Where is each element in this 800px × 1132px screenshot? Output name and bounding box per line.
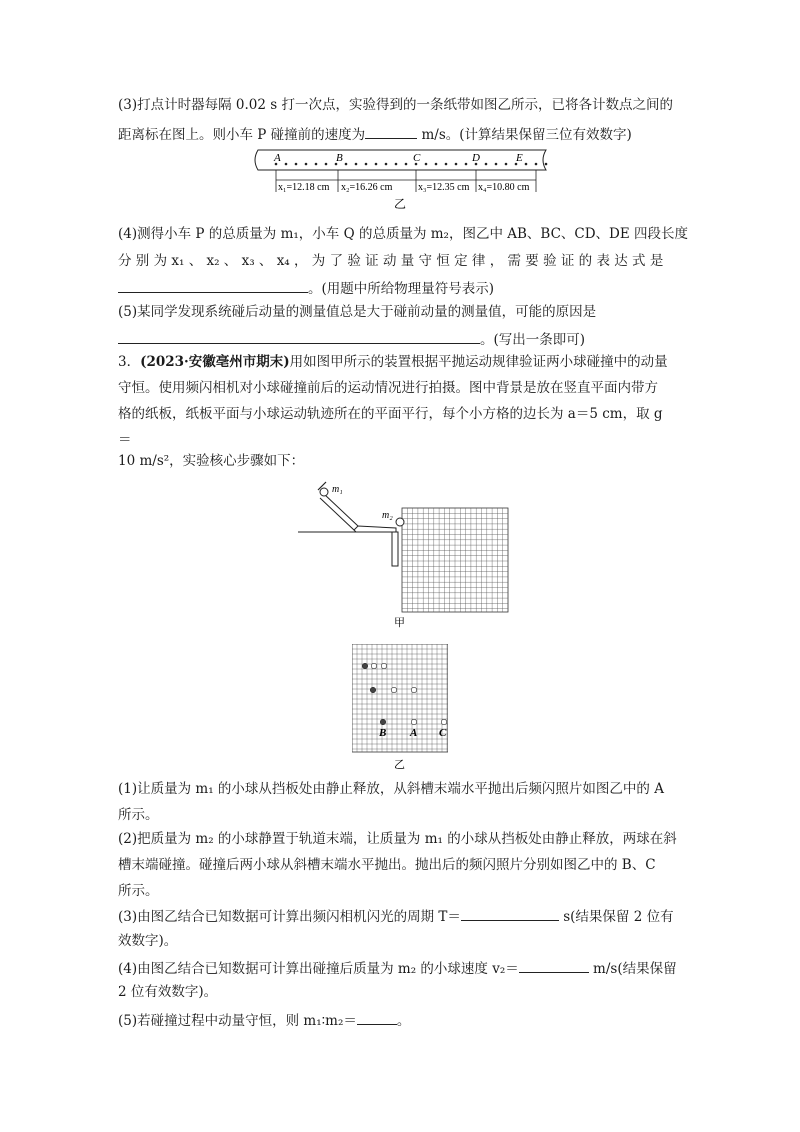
q3-intro-line4: ＝ [118,432,132,448]
q3-step4-line1 [118,958,677,978]
q3-intro-rest: 用如图甲所示的装置根据平抛运动规律验证两小球碰撞中的动量 [289,354,668,370]
strobe-grid-figure [352,644,448,770]
tape-label-a: A [274,152,281,164]
tape-label-b: B [336,152,343,164]
tape-dot [495,163,498,166]
ball-m2 [396,518,404,526]
tape-caption: 乙 [394,197,407,211]
q3-step4-line2: 2 位有效数字)。 [118,984,218,1000]
q3-step4-text-a: (4)由图乙结合已知数据可计算出碰撞后质量为 m₂ 的小球速度 v₂＝ [118,961,519,977]
tape-dot [535,163,538,166]
tape-label-c: C [413,152,421,164]
q2-part3-answer-blank[interactable] [365,124,417,139]
q3-step4-answer-blank[interactable] [519,958,589,973]
tape-dot [425,163,428,166]
label-m2: m₂ [382,510,393,521]
q2-part5-answer-blank[interactable] [118,329,480,344]
q3-step3-line1 [118,906,674,926]
label-m1: m₁ [332,484,343,495]
q3-step1-line2: 所示。 [118,807,159,823]
q2-part4-line2: 分 别 为 x₁ 、 x₂ 、 x₃ 、 x₄ ， 为 了 验 证 动 量 守 恒 定 律 ， 需 要 验 证 的 表 达 式 是 [118,253,664,269]
q3-step3-line2: 效数字)。 [118,933,178,949]
grid-label-b: B [379,727,387,739]
q2-part5-line1: (5)某同学发现系统碰后动量的测量值总是大于碰前动量的测量值，可能的原因是 [118,304,597,320]
tape-dot [295,163,298,166]
grid-label-a: A [410,727,418,739]
tape-dot [385,163,388,166]
tape-dot [435,163,438,166]
tape-label-e: E [516,152,523,164]
q2-part5-line2 [118,329,585,349]
paper-tape-figure [250,148,550,212]
q2-part4-line3 [118,278,494,298]
tape-dot [525,163,528,166]
q2-part5-text-b: 。(写出一条即可) [480,332,586,348]
q3-intro-line5: 10 m/s²，实验核心步骤如下： [118,453,305,469]
tape-dot [375,163,378,166]
tape-dot [345,163,348,166]
tape-dot [445,163,448,166]
tape-seg-2: x₂=16.26 cm [341,182,393,193]
q3-step4-text-b: m/s(结果保留 [588,961,677,977]
q3-step2-line2: 槽末端碰撞。碰撞后两小球从斜槽末端水平抛出。抛出后的频闪照片分别如图乙中的 B、C [118,857,656,873]
tape-seg-1: x₁=12.18 cm [278,182,330,193]
tape-dot [315,163,318,166]
tape-dot [455,163,458,166]
q2-part3-text-a: 距离标在图上。则小车 P 碰撞前的速度为 [118,127,366,143]
q3-step2-line1: (2)把质量为 m₂ 的小球静置于轨道末端，让质量为 m₁ 的小球从挡板处由静止释放，两球在斜 [118,831,677,847]
q3-intro-line1 [118,353,668,371]
tape-dot [285,163,288,166]
tape-point-labels [273,152,523,164]
q3-intro-line2: 守恒。使用频闪相机对小球碰撞前后的运动情况进行拍摄。图中背景是放在竖直平面内带方 [118,380,658,396]
tape-dot [405,163,408,166]
tape-segment-labels [278,182,530,193]
q3-step3-text-a: (3)由图乙结合已知数据可计算出频闪相机闪光的周期 T＝ [118,909,461,925]
q2-part3-text-b: m/s。(计算结果保留三位有效数字) [417,127,632,143]
fig2-caption: 乙 [394,759,405,770]
q3-source: (2023·安徽亳州市期末) [140,354,290,370]
tape-dot [325,163,328,166]
tape-dot [355,163,358,166]
tape-dot [305,163,308,166]
tape-dot [485,163,488,166]
q3-number: 3． [118,354,141,370]
apparatus-figure [296,478,516,628]
tape-dot [505,163,508,166]
tape-dot [395,163,398,166]
tape-dots [275,163,548,166]
tape-seg-3: x₃=12.35 cm [418,182,470,193]
q2-part4-text-b: 。(用题中所给物理量符号表示) [308,281,495,297]
ball-m1 [320,488,328,496]
q3-step3-answer-blank[interactable] [461,906,559,921]
tape-label-d: D [472,152,480,164]
fig1-caption: 甲 [394,617,405,628]
q2-part3-line2 [118,124,632,144]
q3-step2-line3: 所示。 [118,883,159,899]
tape-dot [465,163,468,166]
tape-dot [545,163,548,166]
q2-part4-answer-blank[interactable] [118,278,308,293]
q2-part3-line1: (3)打点计时器每隔 0.02 s 打一次点，实验得到的一条纸带如图乙所示，已将各计数点之间的 [118,97,673,113]
tape-dot [365,163,368,166]
q3-intro-line3: 格的纸板，纸板平面与小球运动轨迹所在的平面平行，每个小方格的边长为 a＝5 cm，取 g [118,406,663,422]
q2-part4-line1: (4)测得小车 P 的总质量为 m₁，小车 Q 的总质量为 m₂，图乙中 AB、BC、CD、DE 四段长度 [118,226,689,242]
q3-step5-text-a: (5)若碰撞过程中动量守恒，则 m₁∶m₂＝ [118,1013,357,1029]
tape-seg-4: x₄=10.80 cm [478,182,530,193]
q3-step5-text-b: 。 [396,1013,411,1029]
q3-step1-line1: (1)让质量为 m₁ 的小球从挡板处由静止释放，从斜槽末端水平抛出后频闪照片如图乙中的 A [118,781,664,797]
q3-step5-answer-blank[interactable] [357,1010,397,1025]
q3-step5 [118,1010,410,1030]
grid-label-c: C [439,727,447,739]
q3-step3-text-b: s(结果保留 2 位有 [558,909,674,925]
